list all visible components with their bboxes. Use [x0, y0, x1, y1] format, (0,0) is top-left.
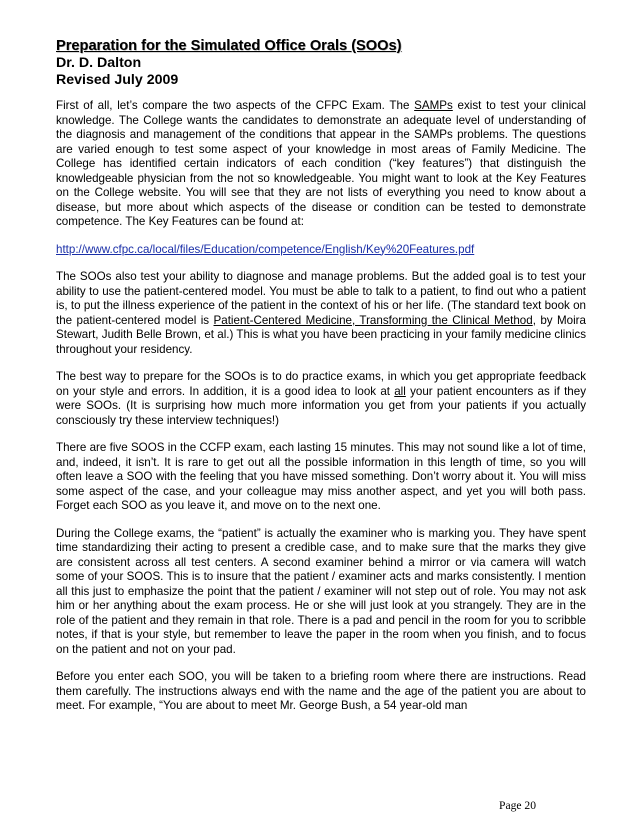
paragraph-five-soos: There are five SOOS in the CCFP exam, each lasting 15 minutes. This may not sound like a lot of time, and, indeed, it isn’t. It is rare to get out all the possible information in this length of time, so you will often leave a SOO with the feeling that you have missed something. Don’t worry about it. You will miss some aspect of the case, and your colleague may miss another aspect, and yet you will both pass. Forget each SOO as you leave it, and move on to the next one.: [56, 441, 586, 512]
paragraph-link: [56, 243, 586, 258]
emphasis-all: all: [394, 384, 406, 398]
text-run: The SOOs also test your ability to diagnose and manage problems. But the added goal is to test your ability to use the patient-centered model. You must be able to talk to a patient, to find out who a patient is, to put the illness experience of the patient in the context of his or her life. (The standard text book on the patient-centered model is: [56, 270, 586, 327]
paragraph-practice: [56, 370, 586, 428]
page-number: Page 20: [499, 799, 537, 812]
text-run: The best way to prepare for the SOOs is to do practice exams, in which you get appropriate feedback on your style and errors. In addition, it is a good idea to look at: [56, 370, 586, 398]
text-run: your patient encounters as if they were SOOs. (It is surprising how much more information you get from your patients if you actually consciously try these interview techniques!): [56, 384, 586, 427]
paragraph-briefing: Before you enter each SOO, you will be taken to a briefing room where there are instructions. Read them carefully. The instructions always end with the name and the age of the patient you are about to meet. For example, “You are about to meet Mr. George Bush, a 54 year-old man: [56, 670, 586, 712]
book-title: Patient-Centered Medicine, Transforming the Clinical Method: [213, 313, 533, 327]
document-title: Preparation for the Simulated Office Orals (SOOs): [56, 38, 402, 54]
paragraph-exam-overview: [56, 99, 586, 230]
revision-date: Revised July 2009: [56, 72, 179, 88]
document-page: [56, 38, 586, 727]
author-line: Dr. D. Dalton: [56, 55, 142, 71]
paragraph-patient-centered: [56, 270, 586, 357]
text-run: exist to test your clinical knowledge. The College wants the candidates to demonstrate an adequate level of understanding of the diagnosis and management of the conditions that appear in the SAMPs problems. The questions are varied enough to test some aspect of your knowledge in most areas of Family Medicine. The College has identified certain indicators of each condition (“key features”) that distinguish the knowledgeable physician from the not so knowledgeable. You might want to look at the Key Features on the College website. You will see that they are not lists of everything you need to know about a disease, but more about which aspects of the disease or condition can be tested to demonstrate competence. The Key Features can be found at:: [56, 99, 586, 228]
text-run: First of all, let’s compare the two aspects of the CFPC Exam. The: [56, 99, 415, 112]
key-features-link[interactable]: http://www.cfpc.ca/local/files/Education/competence/English/Key%20Features.pdf: [56, 242, 475, 256]
text-run: , by Moira Stewart, Judith Belle Brown, et al.) This is what you have been practicing in your family medicine clinics throughout your residency.: [56, 313, 586, 356]
samps-term: SAMPs: [414, 99, 453, 112]
paragraph-examiner: During the College exams, the “patient” is actually the examiner who is marking you. They have spent time standardizing their acting to present a credible case, and to make sure that the marks they give are consistent across all test centers. A second examiner behind a mirror or via camera will watch some of your SOOS. This is to insure that the patient / examiner acts and marks consistently. I mention all this just to emphasize the point that the patient / examiner will not step out of role. You may not ask him or her anything about the exam process. He or she will just look at you strangely. They are in the role of the patient and they remain in that role. There is a pad and pencil in the room for you to scribble notes, if that is your style, but remember to leave the paper in the room when you finish, and to focus on the patient and not on your pad.: [56, 526, 586, 656]
